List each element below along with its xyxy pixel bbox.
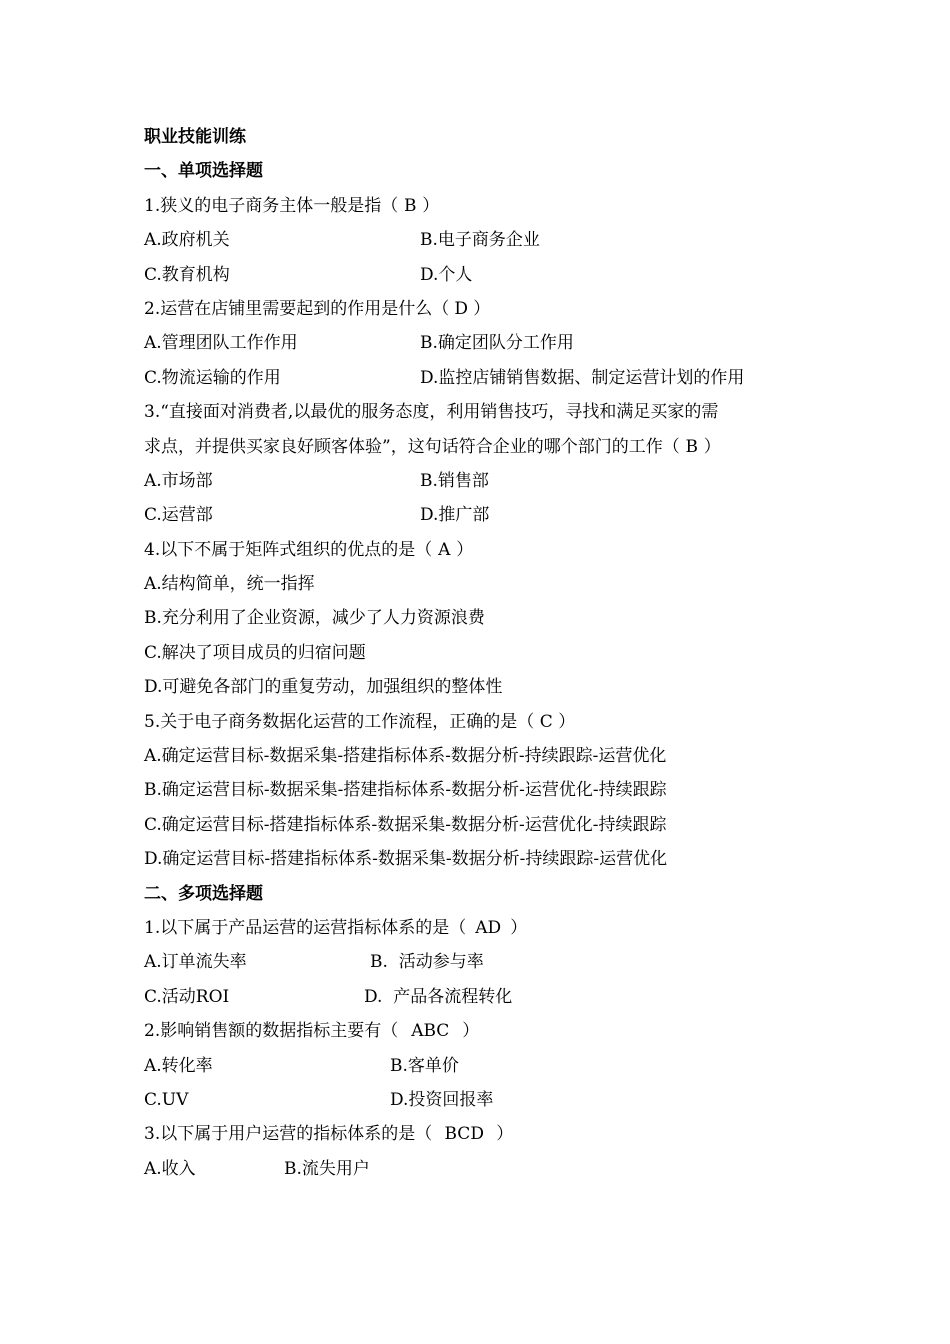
question-answer: BCD (444, 1124, 484, 1145)
option-row (144, 1083, 824, 1117)
option: A.政府机关 (144, 230, 230, 251)
question-stem (144, 911, 824, 945)
question-stem (144, 533, 824, 567)
question-close: ） (456, 539, 474, 560)
question-text: 3.以下属于用户运营的指标体系的是（ (144, 1124, 433, 1145)
option: A.转化率 (144, 1055, 213, 1076)
question-text: 2.运营在店铺里需要起到的作用是什么（ (144, 298, 450, 319)
option: D. 产品各流程转化 (364, 986, 513, 1007)
question-answer: D (454, 298, 469, 319)
option: A.收入 (144, 1158, 196, 1179)
option-row (144, 258, 824, 292)
option: C.解决了项目成员的归宿问题 (144, 642, 366, 663)
option-row (144, 498, 824, 532)
option: C.运营部 (144, 505, 213, 526)
option-row (144, 980, 824, 1014)
question-text: 求点，并提供买家良好顾客体验”，这句话符合企业的哪个部门的工作（ (144, 436, 680, 457)
option: B.电子商务企业 (420, 230, 540, 251)
question-text: 1.以下属于产品运营的运营指标体系的是（ (144, 917, 467, 938)
question-stem (144, 1117, 824, 1151)
question-close: ） (473, 298, 491, 319)
question-text: 3.“直接面对消费者,以最优的服务态度，利用销售技巧，寻找和满足买家的需 (144, 402, 719, 423)
question-close: ） (558, 711, 576, 732)
option: C.物流运输的作用 (144, 367, 281, 388)
option: C.教育机构 (144, 264, 230, 285)
question-stem (144, 189, 824, 223)
question-close: ） (496, 1124, 514, 1145)
option-row (144, 1152, 824, 1186)
section-heading-single-choice: 一、单项选择题 (144, 161, 263, 182)
option: D.个人 (420, 264, 473, 285)
question-stem (144, 1014, 824, 1048)
option: B.充分利用了企业资源，减少了人力资源浪费 (144, 608, 485, 629)
question-answer: B (403, 195, 417, 216)
question-answer: B (685, 436, 698, 457)
question-text: 2.影响销售额的数据指标主要有（ (144, 1021, 399, 1042)
question-answer: A (438, 539, 451, 560)
option: D.投资回报率 (390, 1089, 494, 1110)
option: B.客单价 (390, 1055, 459, 1076)
page-title: 职业技能训练 (144, 127, 246, 147)
question-text: 1.狭义的电子商务主体一般是指（ (144, 195, 399, 216)
question-text: 5.关于电子商务数据化运营的工作流程，正确的是（ (144, 711, 535, 732)
option-row (144, 361, 824, 395)
question-close: ） (422, 195, 440, 216)
option: A.结构简单，统一指挥 (144, 574, 315, 595)
option: B.确定运营目标-数据采集-搭建指标体系-数据分析-运营优化-持续跟踪 (144, 780, 667, 801)
question-answer: ABC (411, 1021, 450, 1042)
question-stem (144, 292, 824, 326)
question-answer: AD (475, 917, 502, 938)
option: C.UV (144, 1089, 189, 1110)
question-text: 4.以下不属于矩阵式组织的优点的是（ (144, 539, 433, 560)
question-close: ） (510, 917, 528, 938)
option: D.可避免各部门的重复劳动，加强组织的整体性 (144, 677, 503, 698)
question-close: ） (703, 436, 721, 457)
option: B.流失用户 (284, 1158, 370, 1179)
question-answer: C (539, 711, 553, 732)
option-row (144, 1049, 824, 1083)
option: B.确定团队分工作用 (420, 333, 574, 354)
option-row (144, 223, 824, 257)
option: A.确定运营目标-数据采集-搭建指标体系-数据分析-持续跟踪-运营优化 (144, 746, 667, 767)
option: B. 活动参与率 (370, 952, 484, 973)
option-row (144, 326, 824, 360)
document-content (144, 120, 824, 1186)
option: A.管理团队工作作用 (144, 333, 298, 354)
option-row (144, 464, 824, 498)
question-stem (144, 395, 824, 429)
question-stem-continued (144, 430, 824, 464)
option: D.推广部 (420, 505, 490, 526)
option: D.确定运营目标-搭建指标体系-数据采集-数据分析-持续跟踪-运营优化 (144, 849, 668, 870)
option: A.订单流失率 (144, 952, 247, 973)
option: A.市场部 (144, 470, 213, 491)
option: C.确定运营目标-搭建指标体系-数据采集-数据分析-运营优化-持续跟踪 (144, 814, 667, 835)
option-row (144, 945, 824, 979)
option: D.监控店铺销售数据、制定运营计划的作用 (420, 367, 745, 388)
question-stem (144, 705, 824, 739)
option: B.销售部 (420, 470, 489, 491)
question-close: ） (462, 1021, 480, 1042)
option: C.活动ROI (144, 986, 230, 1007)
section-heading-multiple-choice: 二、多项选择题 (144, 883, 263, 904)
